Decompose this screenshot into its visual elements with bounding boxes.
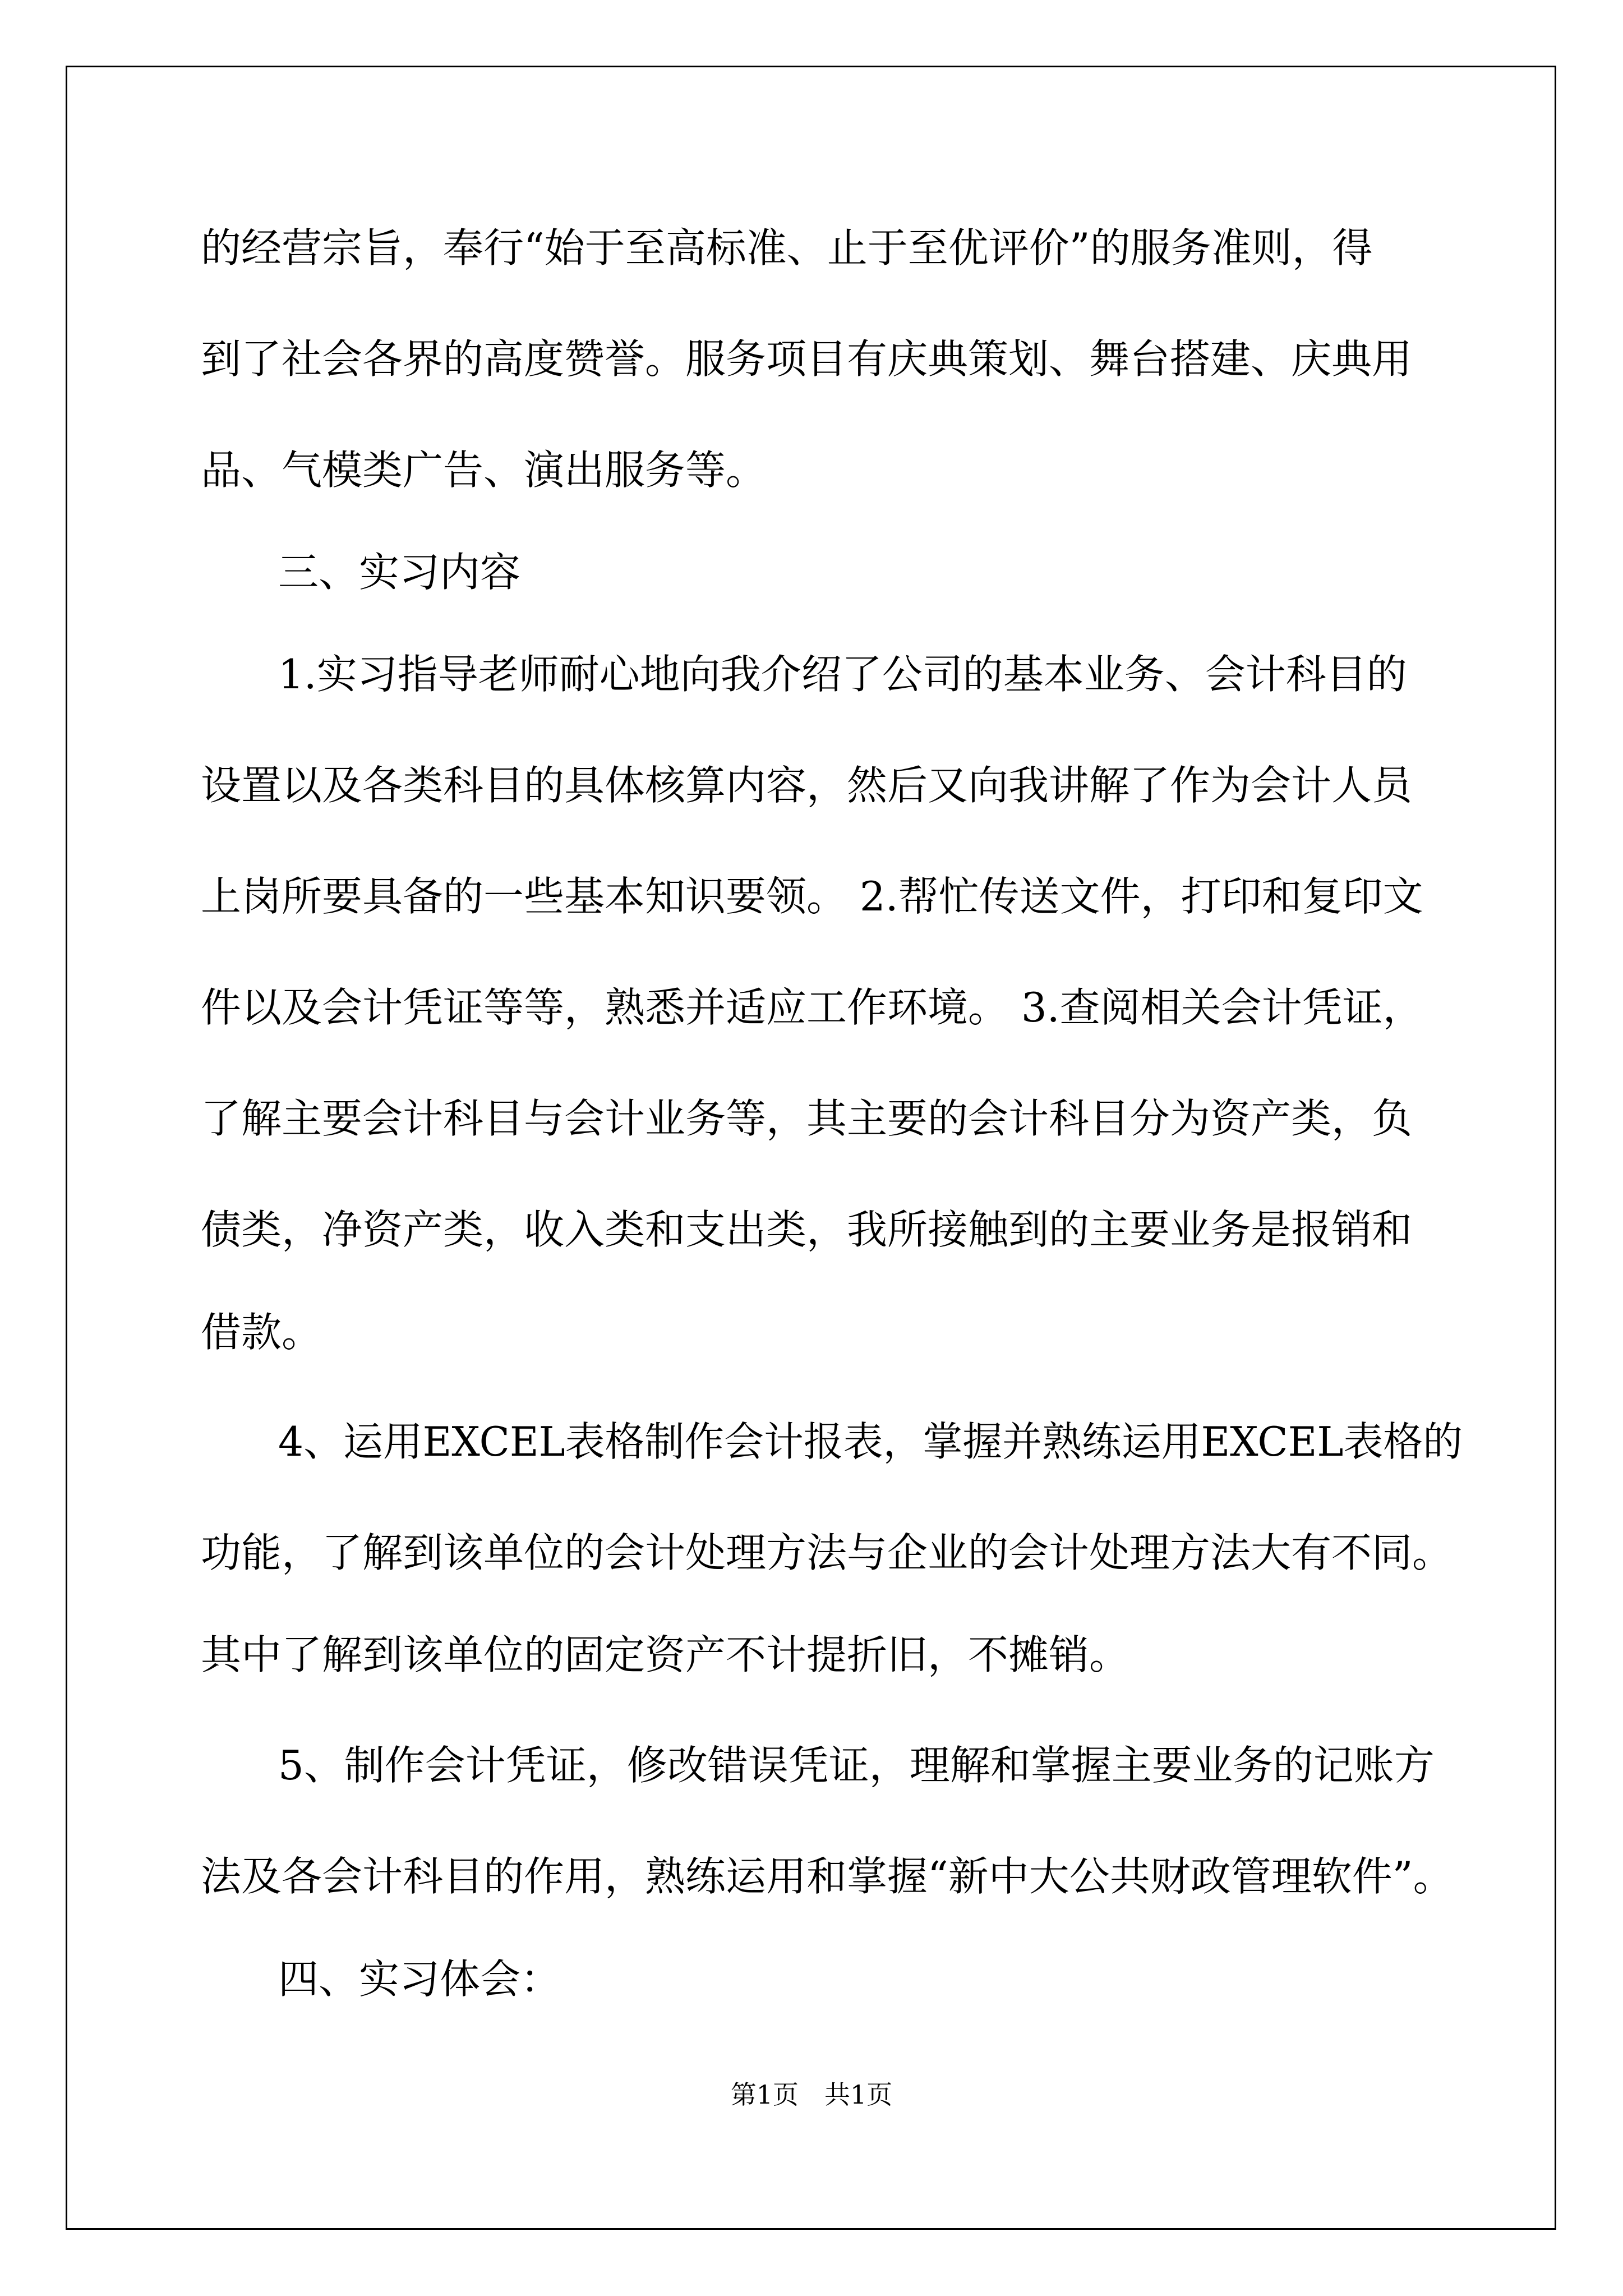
page-border [66,66,1556,2230]
section-heading-internship-reflection: 四、实习体会： [278,1955,561,2003]
page-number-footer: 第1页 共1页 [730,2079,893,2110]
paragraph-line: 功能，了解到该单位的会计处理方法与企业的会计处理方法大有不同。 [201,1529,1453,1576]
paragraph-line: 4、运用EXCEL表格制作会计报表，掌握并熟练运用EXCEL表格的 [278,1418,1463,1465]
paragraph-line: 1.实习指导老师耐心地向我介绍了公司的基本业务、会计科目的 [278,651,1407,698]
section-heading-internship-content: 三、实习内容 [278,549,521,596]
paragraph-line: 件以及会计凭证等等，熟悉并适应工作环境。 3.查阅相关会计凭证， [201,984,1423,1031]
paragraph-line: 了解主要会计科目与会计业务等，其主要的会计科目分为资产类，负 [201,1095,1413,1142]
paragraph-line: 上岗所要具备的一些基本知识要领。 2.帮忙传送文件，打印和复印文 [201,873,1423,920]
paragraph-line: 法及各会计科目的作用，熟练运用和掌握“新中大公共财政管理软件”。 [201,1853,1454,1900]
paragraph-line: 借款。 [201,1309,322,1356]
paragraph-line: 5、制作会计凭证，修改错误凭证，理解和掌握主要业务的记账方 [278,1742,1435,1789]
paragraph-line: 品、气模类广告、演出服务等。 [201,447,767,494]
paragraph-line: 债类，净资产类，收入类和支出类，我所接触到的主要业务是报销和 [201,1206,1413,1253]
paragraph-line: 设置以及各类科目的具体核算内容，然后又向我讲解了作为会计人员 [201,762,1413,809]
paragraph-line: 的经营宗旨，奉行“始于至高标准、止于至优评价”的服务准则，得 [201,224,1373,272]
paragraph-line: 其中了解到该单位的固定资产不计提折旧，不摊销。 [201,1631,1130,1678]
paragraph-line: 到了社会各界的高度赞誉。服务项目有庆典策划、舞台搭建、庆典用 [201,335,1413,383]
